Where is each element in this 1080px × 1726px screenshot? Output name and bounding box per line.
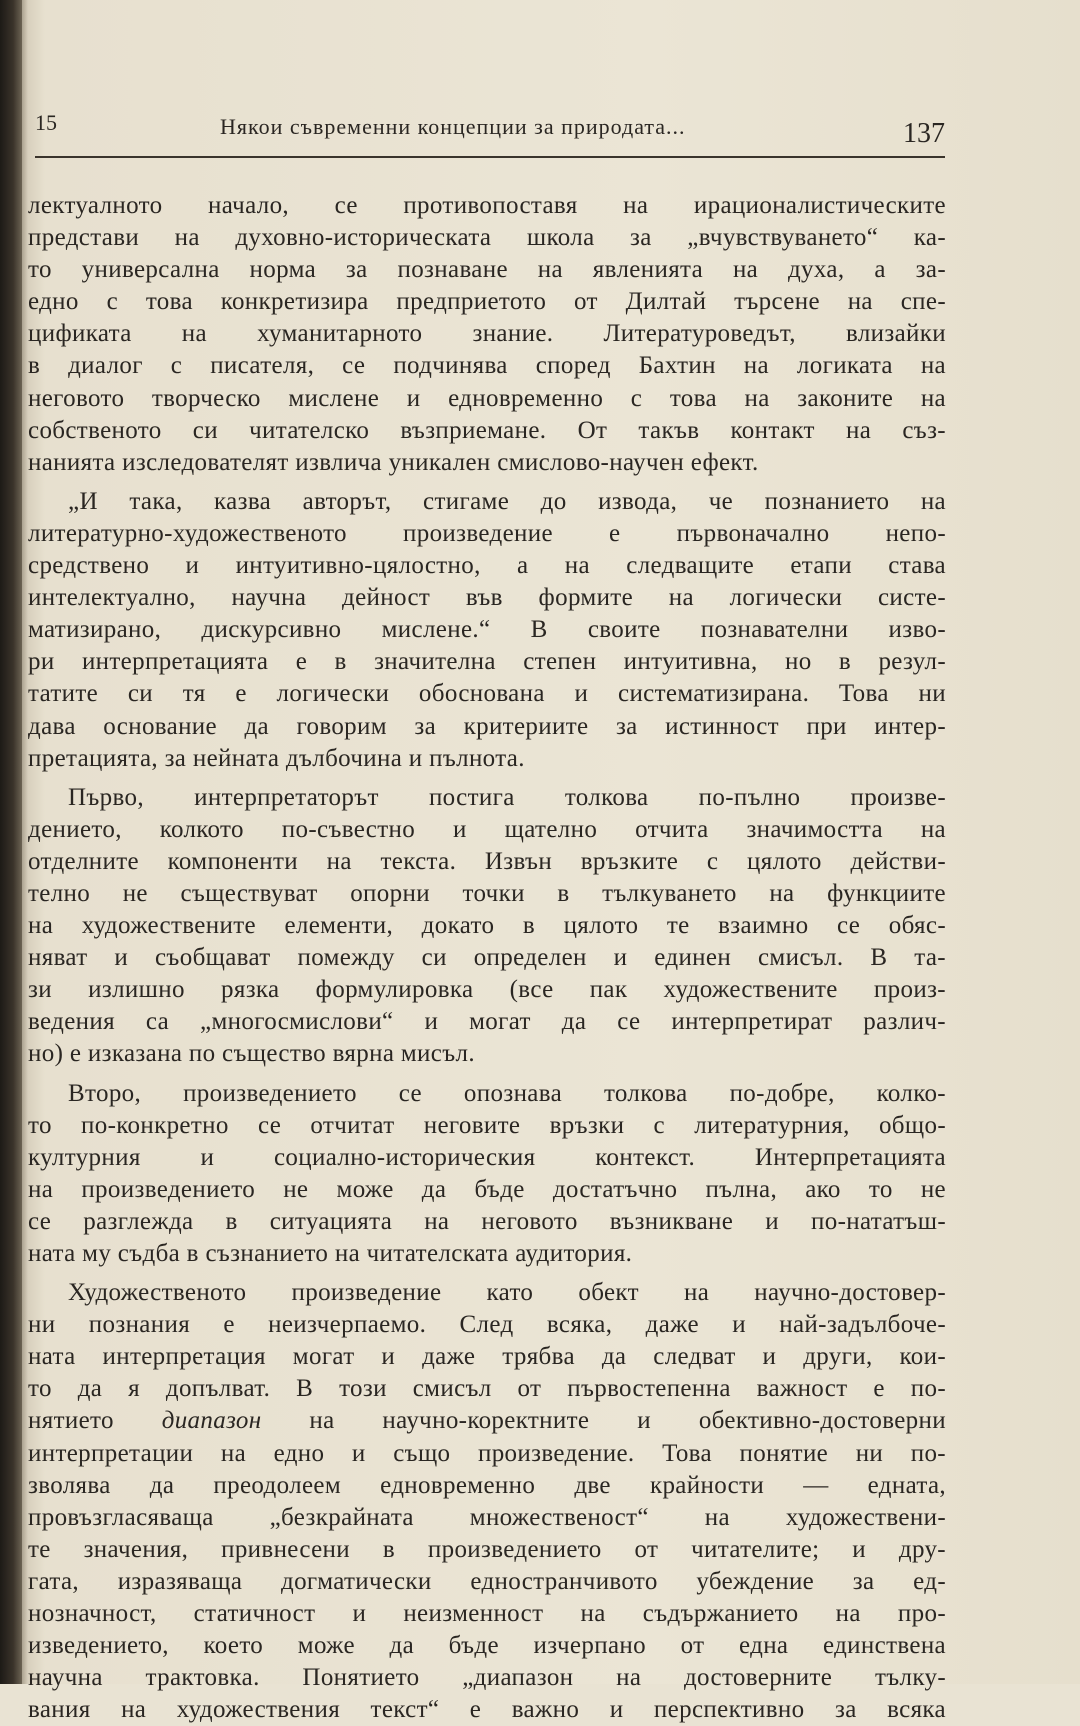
paragraph (28, 190, 946, 479)
text-line: то по-конкретно се отчитат неговите връзки с литературния, общо- (28, 1111, 946, 1139)
paragraph (28, 1277, 946, 1726)
text-line: то да я допълват. В този смисъл от първостепенна важност е по- (28, 1375, 946, 1403)
text-line: ната му съдба в съзнанието на читателската аудитория. (28, 1240, 633, 1267)
paragraph-gap (28, 1071, 946, 1078)
paragraph-gap (28, 775, 946, 782)
text-line: едно с това конкретизира предприетото от Дилтай търсене на спе- (28, 288, 946, 316)
text-line: интелектуално, научна дейност във формите на логически систе- (28, 584, 946, 612)
italic-term: диапазон (161, 1407, 262, 1435)
paragraph (28, 782, 946, 1071)
text-line: те значения, привнесени в произведението от читателите; и дру- (28, 1535, 946, 1563)
page-number: 137 (903, 118, 945, 149)
text-line: матизирано, дискурсивно мислене.“ В своите познавателни изво- (28, 616, 946, 644)
text-line: отделните компоненти на текста. Извън връзките с цялото действи- (28, 847, 946, 875)
text-line: представи на духовно-историческата школа за „вчувствуването“ ка- (28, 224, 946, 252)
text-line: нанията изследователят извлича уникален смислово-научен ефект. (28, 448, 759, 476)
text-line: собственото си читателско възприемане. От такъв контакт на съз- (28, 416, 946, 444)
text-line: татите си тя е логически обоснована и систематизирана. Това ни (28, 680, 946, 708)
text-line: литературно-художественото произведение е първоначално непо- (28, 519, 946, 547)
paragraph (28, 486, 946, 775)
text-line: няват и съобщават помежду си определен и единен смисъл. В та- (28, 944, 946, 972)
text-line: но) е изказана по същество вярна мисъл. (28, 1040, 475, 1068)
text-line: дението, колкото по-съвестно и щателно отчита значимостта на (28, 815, 946, 843)
header-title: Някои съвременни концепции за природата... (220, 114, 686, 139)
text-line: изведението, което може да бъде изчерпано от една единствена (28, 1632, 946, 1660)
text-line: лектуалното начало, се противопоставя на ирационалистическите (28, 192, 946, 219)
text-line: нятието диапазон на научно-коректните и обективно-достоверни (28, 1407, 946, 1435)
text-line: интерпретации на едно и също произведение. Това понятие ни по- (28, 1439, 946, 1467)
text-line: вания на художествения текст“ е важно и перспективно за всяка (28, 1696, 946, 1724)
text-line: на художествените елементи, докато в цялото те взаимно се обяс- (28, 912, 946, 940)
text-line: ната интерпретация могат и даже трябва да следват и други, кои- (28, 1343, 946, 1371)
text-line: средствено и интуитивно-цялостно, а на следващите етапи става (28, 552, 946, 580)
text-line: Второ, произведението се опознава толкова по-добре, колко- (68, 1079, 946, 1107)
text-line: претацията, за нейната дълбочина и пълнота. (28, 744, 525, 772)
text-line: гата, изразяваща догматически едностранчивото убеждение за ед- (28, 1567, 946, 1595)
text-line: културния и социално-историческия контекст. Интерпретацията (28, 1143, 946, 1171)
text-line: зволява да преодолеем едновременно две крайности — едната, (28, 1471, 946, 1499)
text-line: в диалог с писателя, се подчинява според Бахтин на логиката на (28, 352, 946, 380)
running-header (35, 108, 945, 158)
header-rule (35, 156, 945, 158)
paragraph-gap (28, 1270, 946, 1277)
text-line: то универсална норма за познаване на явленията на духа, а за- (28, 256, 946, 284)
header-left-number: 15 (35, 110, 57, 135)
text-line: ри интерпретацията е в значителна степен интуитивна, но в резул- (28, 648, 946, 676)
text-line: нозначност, статичност и неизменност на съдържанието на про- (28, 1600, 946, 1628)
paragraph (28, 1078, 946, 1271)
text-line: зи излишно рязка формулировка (все пак художествените произ- (28, 976, 946, 1004)
text-line: научна трактовка. Понятието „диапазон на достоверните тълку- (28, 1664, 946, 1692)
text-line: Художественото произведение като обект на научно-достовер- (68, 1279, 946, 1307)
text-line: ведения са „многосмислови“ и могат да се интерпретират различ- (28, 1008, 946, 1036)
text-line: цификата на хуманитарното знание. Литературоведът, влизайки (28, 320, 946, 348)
text-line: провъзгласяваща „безкрайната множественост“ на художествени- (28, 1503, 946, 1531)
text-line: на произведението не може да бъде достатъчно пълна, ако то не (28, 1175, 946, 1203)
body-text (28, 190, 946, 1726)
text-line: се разглежда в ситуацията на неговото възникване и по-нататъш- (28, 1207, 946, 1235)
text-line: неговото творческо мислене и едновременно с това на законите на (28, 384, 946, 412)
paragraph-gap (28, 479, 946, 486)
book-spine (0, 0, 22, 1684)
text-line: „И така, казва авторът, стигаме до извода, че познанието на (68, 487, 946, 515)
text-line: телно не съществуват опорни точки в тълкуването на функциите (28, 879, 946, 907)
text-line: дава основание да говорим за критериите за истинност при интер- (28, 712, 946, 740)
text-line: ни познания е неизчерпаемо. След всяка, даже и най-задълбоче- (28, 1311, 946, 1339)
text-line: Първо, интерпретаторът постига толкова по-пълно произве- (68, 783, 946, 811)
